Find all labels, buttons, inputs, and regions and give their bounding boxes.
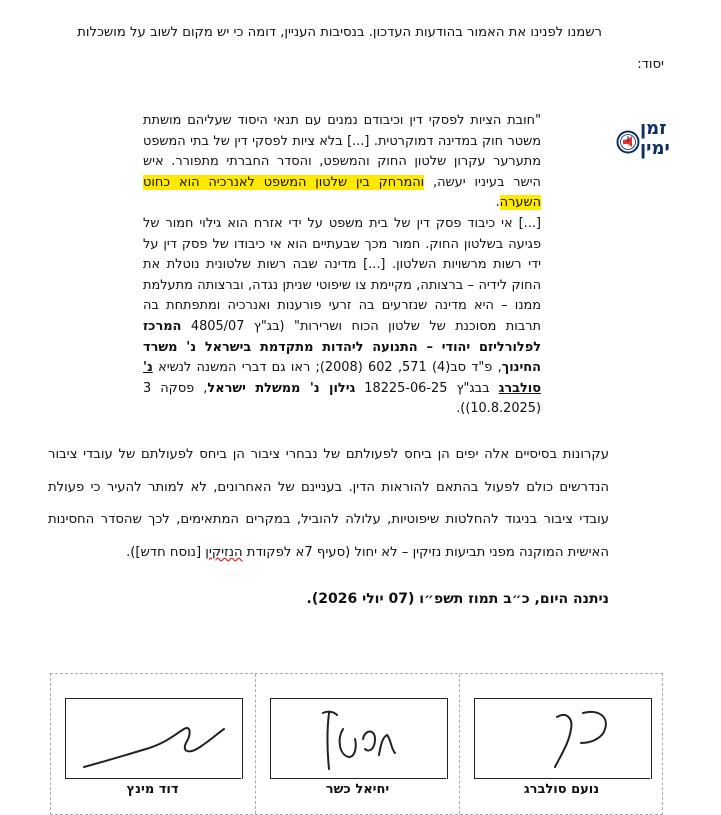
- intro-line: רשמנו לפנינו את האמור בהודעות העדכון. בנסיבות העניין, דומה כי יש מקום לשוב על מושכלות: [77, 25, 602, 40]
- handwritten-signature: [475, 699, 651, 779]
- judge-name: דוד מינץ: [126, 782, 179, 797]
- logo-text-bottom: ימין: [640, 138, 670, 159]
- judge-name: נועם סולברג: [523, 782, 600, 797]
- body-paragraph: [48, 439, 609, 569]
- logo-text-top: זמן: [640, 118, 667, 139]
- signature-line: [474, 778, 650, 779]
- intro-line-end: יסוד:: [637, 57, 664, 72]
- spellcheck-word: הנזיקין: [205, 544, 243, 560]
- quote-text: , פסקה 3 (10.8.2025)).: [143, 380, 541, 417]
- zman-yamin-logo: [616, 118, 670, 164]
- signature-box: [65, 698, 243, 779]
- quote-text: , פ"ד סב(4) 571, 602 (2008); ראו גם דברי המשנה לנשיא: [152, 360, 502, 376]
- signature-cell-left: [51, 674, 254, 814]
- quote-text: [...] אי כיבוד פסק דין של בית משפט על ידי אזרח הוא גילוי חמור של פגיעה בשלטון החוק. חמור מכך שבעתיים הוא אי כיבודו של פסק דין על ידי רשות מרשויות השלטון. [...] מדינה שבה רשות שלטונית נוטלת את החוק לידיה – ברצותה, מקיימת צו שיפוטי שניתן נגדה, וברצותה מתעלמת ממנו – היא מדינה שנזרעים בה זרעי פורענות ואנרכיה ומתפתחת בה תרבות מסוכנת של שלטון הכוח ושרירות" (בג"ץ 4805/07: [143, 215, 541, 334]
- paragraph-text: עקרונות בסיסיים אלה יפים הן ביחס לפעולתם של נבחרי ציבור הן ביחס לפעולתם של עובדי ציבור הנדרשים כולם לפעול בהתאם להוראות הדין. בעניינם של האחרונים, לא למותר להעיר כי פעולת עובדי ציבור בניגוד להחלטות שיפוטיות, עלולה להוביל, במקרים המתאימים, לכך שהסדר החסינות האישית המוקנה מפני תביעות נזיקין – לא יחול (סעיף 7א לפקודת: [48, 447, 609, 560]
- megaphone-clock-icon: [616, 130, 640, 154]
- justice-name: נ' סולברג: [143, 360, 541, 396]
- signature-cell-middle: [255, 674, 459, 814]
- judge-name: יחיאל כשר: [325, 782, 390, 797]
- quote-text: .: [495, 195, 500, 211]
- signature-cell-right: [459, 674, 663, 814]
- case-name: גילון נ' ממשלת ישראל: [207, 380, 356, 396]
- quote-block: [143, 111, 541, 420]
- quote-text: בבג"ץ 18225-06-25: [355, 380, 499, 396]
- signatures-table: [50, 673, 663, 815]
- highlighted-text: והמרחק בין שלטון המשפט לאנרכיה הוא כחוט השערה: [143, 174, 541, 211]
- signature-box: [474, 698, 652, 779]
- handwritten-signature: [271, 699, 447, 779]
- signature-box: [270, 698, 448, 779]
- handwritten-signature: [66, 699, 242, 779]
- paragraph-text: [נוסח חדש]).: [126, 544, 206, 560]
- signature-line: [270, 778, 446, 779]
- quote-text: "חובת הציות לפסקי דין וכיבודם נמנים עם תנאי היסוד שעליהם מושתת משטר חוק במדינה דמוקרטית. [...] בלא ציות לפסקי דין של בתי המשפט מתערער עקרון שלטון החוק והמשפט, והסדר החברתי מתפורר. איש הישר בעיניו יעשה,: [143, 113, 541, 190]
- case-name: המרכז לפלורליזם יהודי – התנועה ליהדות מתקדמת בישראל נ' משרד החינוך: [143, 318, 541, 376]
- ruling-date: ניתנה היום, כ״ב תמוז תשפ״ו (07 יולי 2026).: [306, 591, 609, 607]
- signature-line: [65, 778, 241, 779]
- quote-paragraph-2: [143, 214, 541, 420]
- quote-paragraph-1: [143, 111, 541, 214]
